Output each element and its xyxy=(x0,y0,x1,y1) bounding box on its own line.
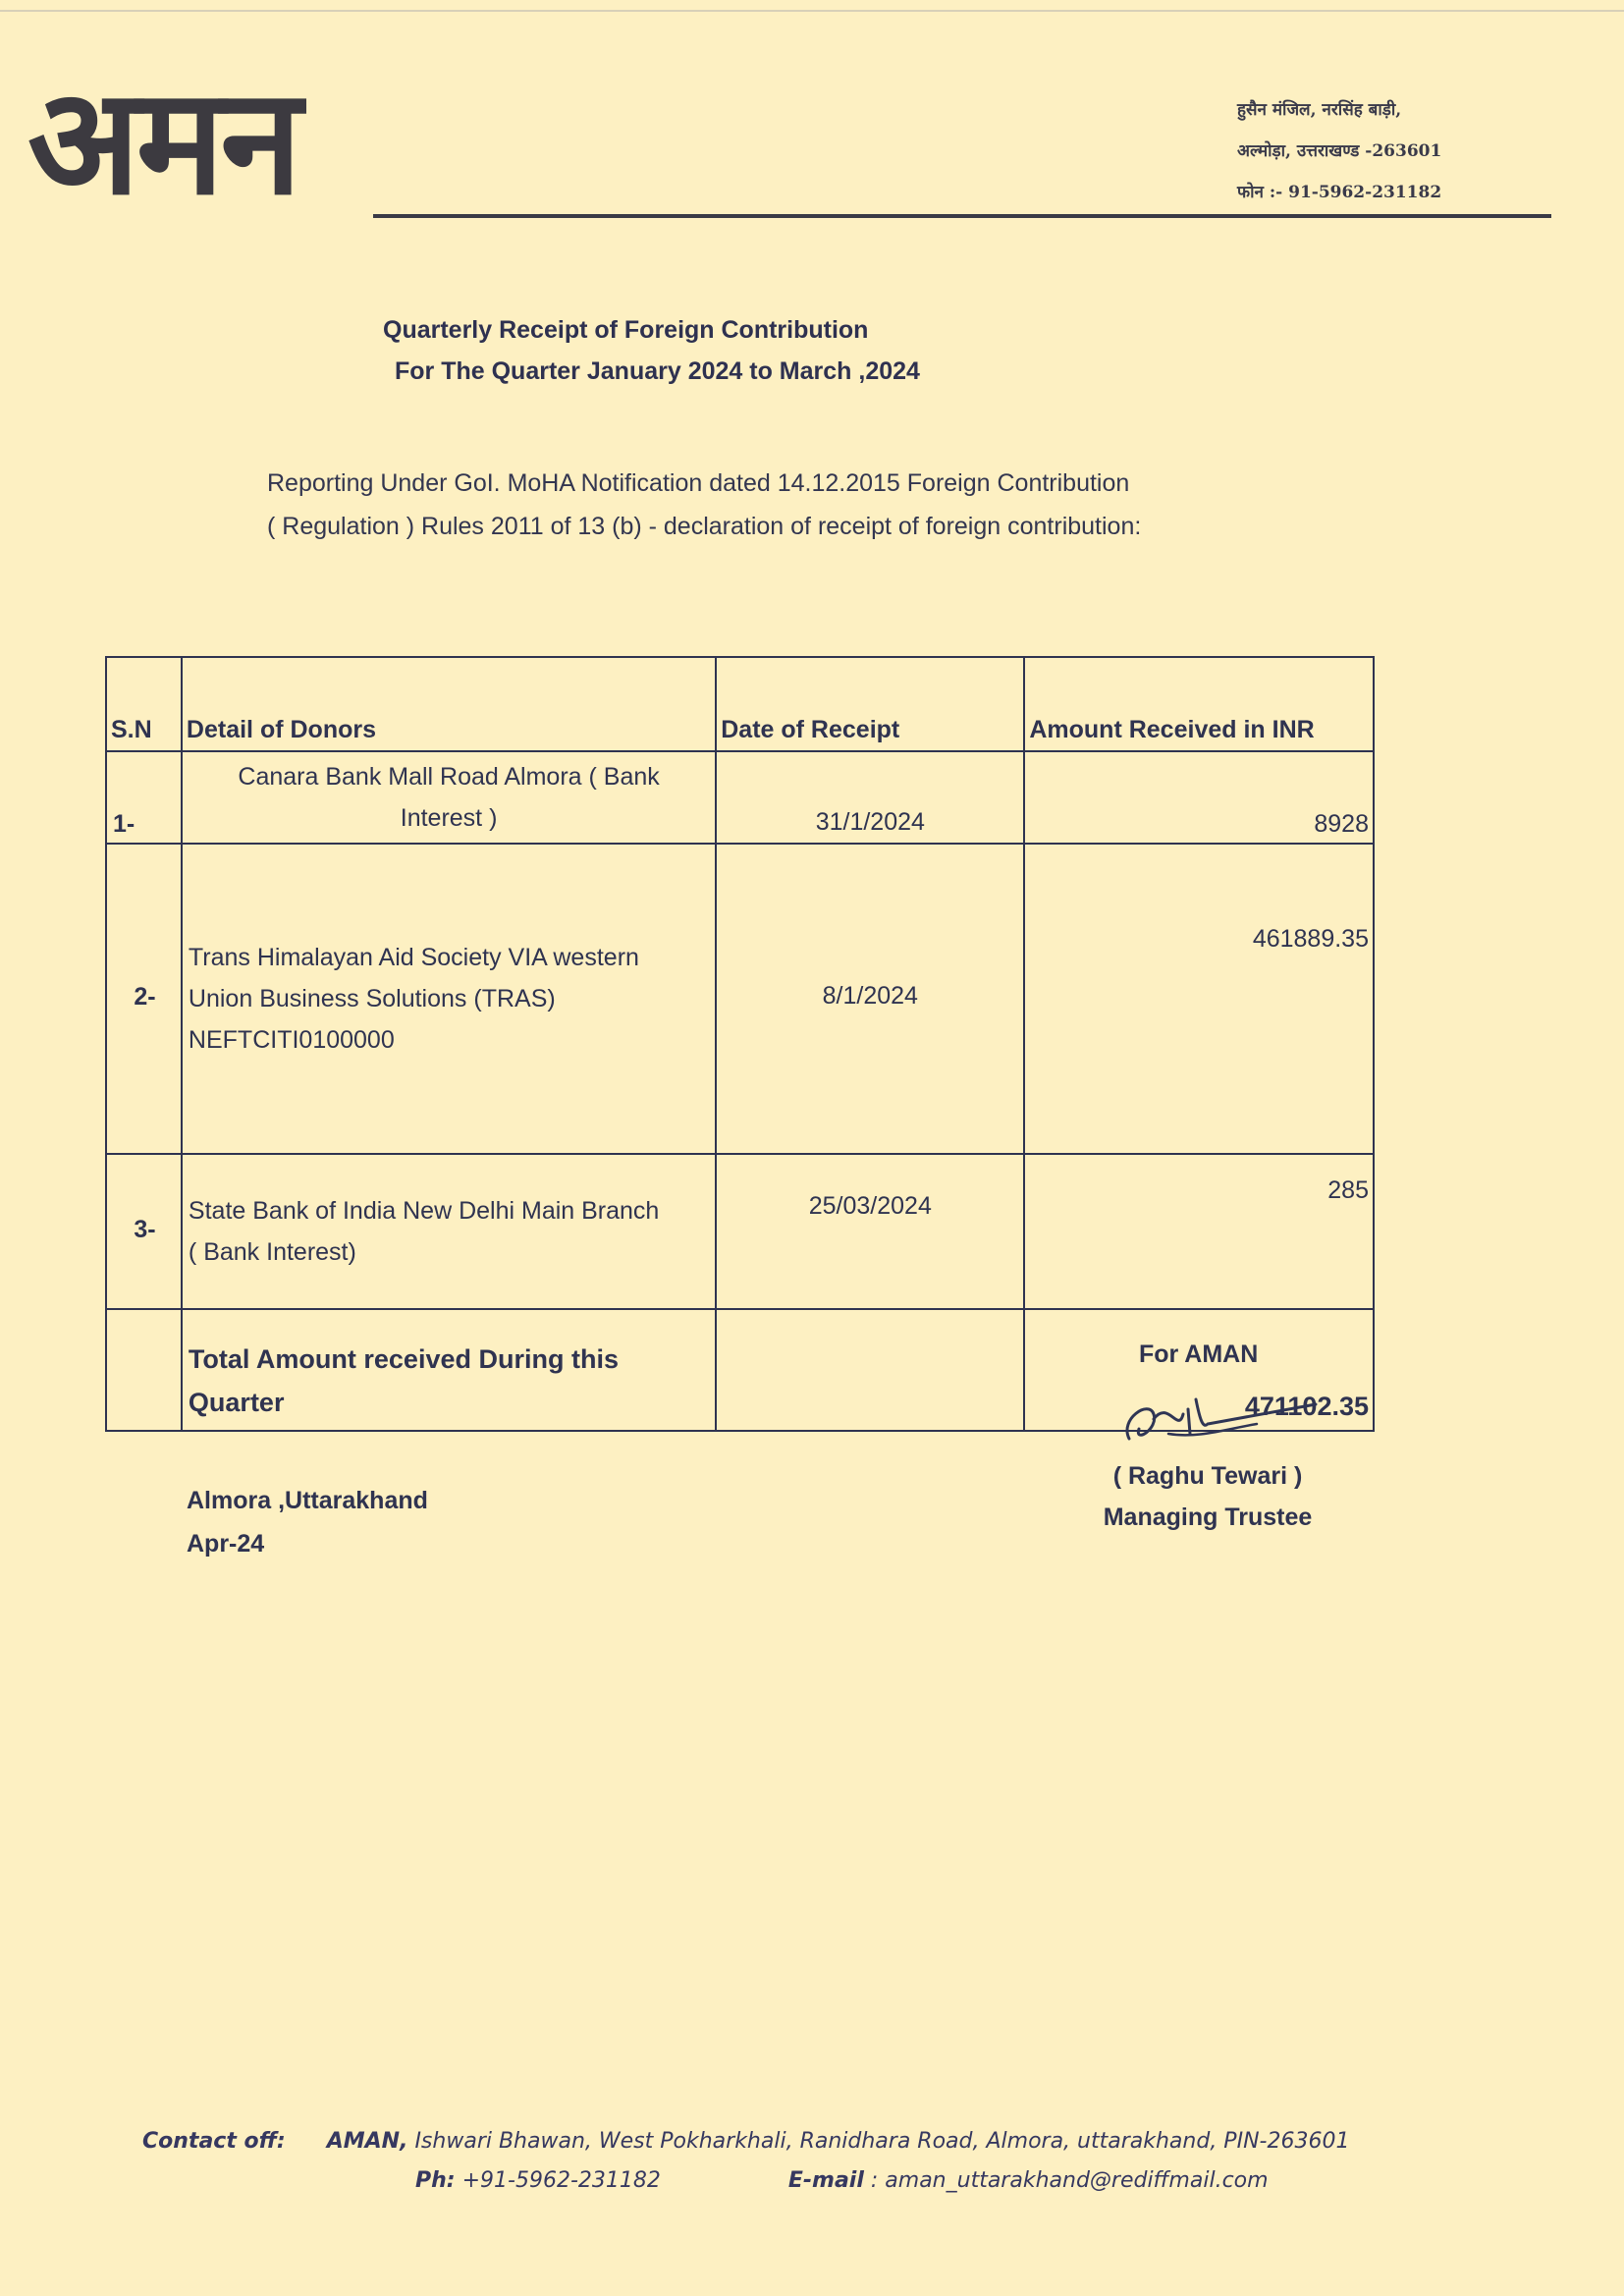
total-sn-empty xyxy=(106,1309,182,1431)
org-logo: अमन xyxy=(27,57,298,228)
header-detail: Detail of Donors xyxy=(182,657,716,751)
donor-table xyxy=(105,656,1375,1432)
detail-line: Union Business Solutions (TRAS) xyxy=(188,985,556,1012)
footer-line-1 xyxy=(142,2129,1517,2168)
footer-org: AMAN, xyxy=(326,2129,408,2154)
place: Almora ,Uttarakhand xyxy=(187,1487,428,1514)
detail-line: Interest ) xyxy=(400,804,498,832)
title-line-2: For The Quarter January 2024 to March ,2024 xyxy=(395,357,920,385)
contact-label: Contact off: xyxy=(142,2129,286,2154)
phone-label: Ph: xyxy=(415,2168,456,2193)
date: Apr-24 xyxy=(187,1530,265,1558)
reporting-statement xyxy=(267,462,1269,548)
row-date: 25/03/2024 xyxy=(716,1154,1024,1309)
row-detail xyxy=(182,844,716,1154)
row-sn: 3- xyxy=(106,1154,182,1309)
detail-line: Canara Bank Mall Road Almora ( Bank xyxy=(238,763,660,791)
row-date: 31/1/2024 xyxy=(716,751,1024,844)
footer-line-2 xyxy=(142,2168,1517,2193)
address-line: फोन :- 91-5962-231182 xyxy=(1237,183,1442,202)
signature-mark xyxy=(1110,1380,1326,1458)
row-sn: 2- xyxy=(106,844,182,1154)
table-row xyxy=(106,751,1374,844)
row-detail xyxy=(182,751,716,844)
address-line: अल्मोड़ा, उत्तराखण्ड -263601 xyxy=(1237,141,1442,161)
address-line: हुसैन मंजिल, नरसिंह बाड़ी, xyxy=(1237,100,1402,120)
title-line-1: Quarterly Receipt of Foreign Contribution xyxy=(383,316,869,344)
header-sn: S.N xyxy=(106,657,182,751)
detail-line: Trans Himalayan Aid Society VIA western xyxy=(188,944,639,971)
table-row xyxy=(106,1154,1374,1309)
total-date-empty xyxy=(716,1309,1024,1431)
row-amount: 461889.35 xyxy=(1024,844,1374,1154)
header-address xyxy=(1237,96,1571,220)
total-label-line: Quarter xyxy=(188,1388,285,1417)
scan-edge-line xyxy=(0,10,1624,12)
row-amount: 285 xyxy=(1024,1154,1374,1309)
total-label xyxy=(182,1309,716,1431)
row-date: 8/1/2024 xyxy=(716,844,1024,1154)
footer-address: Ishwari Bhawan, West Pokharkhali, Ranidhara Road, Almora, uttarakhand, PIN-263601 xyxy=(407,2129,1350,2154)
signatory-name: ( Raghu Tewari ) xyxy=(1112,1462,1303,1490)
signatory-block xyxy=(1090,1455,1326,1538)
email-label: E-mail xyxy=(787,2168,864,2193)
detail-line: NEFTCITI0100000 xyxy=(188,1026,395,1054)
signatory-designation: Managing Trustee xyxy=(1103,1503,1313,1531)
reporting-line-1: Reporting Under GoI. MoHA Notification dated 14.12.2015 Foreign Contribution xyxy=(267,469,1130,497)
table-header-row xyxy=(106,657,1374,751)
document-title xyxy=(383,309,920,392)
footer-contact xyxy=(142,2129,1517,2193)
total-amount: 471102.35 xyxy=(1024,1309,1374,1431)
reporting-line-2: ( Regulation ) Rules 2011 of 13 (b) - declaration of receipt of foreign contribution: xyxy=(267,513,1142,540)
footer-phone: +91-5962-231182 xyxy=(455,2168,661,2193)
header-date: Date of Receipt xyxy=(716,657,1024,751)
row-sn: 1- xyxy=(106,751,182,844)
place-date-block xyxy=(187,1479,428,1565)
footer-email[interactable]: : aman_uttarakhand@rediffmail.com xyxy=(863,2168,1269,2193)
row-detail xyxy=(182,1154,716,1309)
row-amount: 8928 xyxy=(1024,751,1374,844)
detail-line: ( Bank Interest) xyxy=(188,1238,356,1266)
table-row xyxy=(106,844,1374,1154)
for-org-label: For AMAN xyxy=(1139,1340,1259,1368)
header-amount: Amount Received in INR xyxy=(1024,657,1374,751)
detail-line: State Bank of India New Delhi Main Branch xyxy=(188,1197,660,1225)
total-label-line: Total Amount received During this xyxy=(188,1344,619,1374)
